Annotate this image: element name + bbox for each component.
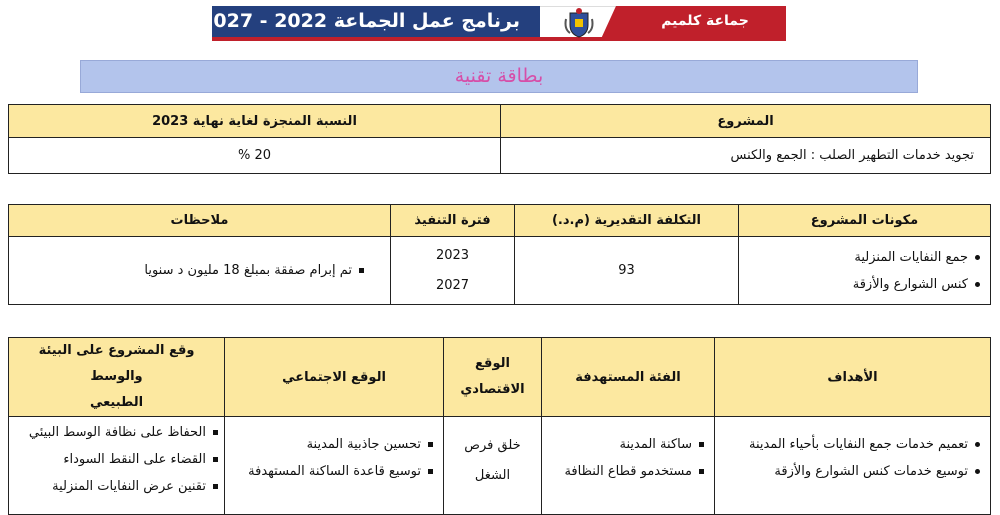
coat-of-arms-icon xyxy=(562,7,596,39)
project-name: تجويد خدمات التطهير الصلب : الجمع والكنس xyxy=(501,138,991,174)
cost-header: التكلفة التقديرية (م.د.) xyxy=(515,205,739,237)
progress-header: النسبة المنجزة لغاية نهاية 2023 xyxy=(9,105,501,138)
environment-cell xyxy=(9,417,225,515)
commune-name: جماعة كلميم xyxy=(661,13,749,29)
environment-header-line1: وقع المشروع على البيئة والوسط xyxy=(38,343,195,384)
social-header: الوقع الاجتماعي xyxy=(225,338,444,417)
impacts-table xyxy=(8,337,991,515)
list-item: تم إبرام صفقة بمبلغ 18 مليون د سنويا xyxy=(17,257,352,284)
target-cell xyxy=(542,417,715,515)
list-item: القضاء على النقط السوداء xyxy=(17,446,206,473)
project-table xyxy=(8,104,991,174)
notes-header: ملاحظات xyxy=(9,205,391,237)
cost-value: 93 xyxy=(515,237,739,305)
banner-title: برنامج عمل الجماعة 2022 - 2027 xyxy=(200,10,520,32)
social-cell xyxy=(225,417,444,515)
list-item: تعميم خدمات جمع النفايات بأحياء المدينة xyxy=(723,431,968,458)
list-item: مستخدمو قطاع النظافة xyxy=(550,458,692,485)
economic-header xyxy=(444,338,542,417)
list-item: جمع النفايات المنزلية xyxy=(747,244,968,271)
list-item: الحفاظ على نظافة الوسط البيئي xyxy=(17,419,206,446)
goals-cell xyxy=(715,417,991,515)
goals-header: الأهداف xyxy=(715,338,991,417)
economic-header-line1: الوقع xyxy=(475,356,510,371)
page-title: بطاقة تقنية xyxy=(80,60,918,93)
period-cell xyxy=(391,237,515,305)
components-cell xyxy=(739,237,991,305)
list-item: ساكنة المدينة xyxy=(550,431,692,458)
target-header: الفئة المستهدفة xyxy=(542,338,715,417)
list-item: كنس الشوارع والأزقة xyxy=(747,271,968,298)
list-item: تحسين جاذبية المدينة xyxy=(233,431,421,458)
project-header: المشروع xyxy=(501,105,991,138)
list-item: توسيع خدمات كنس الشوارع والأزقة xyxy=(723,458,968,485)
components-header: مكونات المشروع xyxy=(739,205,991,237)
list-item: تقنين عرض النفايات المنزلية xyxy=(17,473,206,500)
environment-header-line2: الطبيعي xyxy=(89,395,144,410)
economic-line2: الشغل xyxy=(474,468,511,483)
components-table xyxy=(8,204,991,305)
notes-cell xyxy=(9,237,391,305)
economic-line1: خلق فرص xyxy=(464,438,521,453)
economic-cell xyxy=(444,417,542,515)
list-item: توسيع قاعدة الساكنة المستهدفة xyxy=(233,458,421,485)
progress-value: 20 % xyxy=(9,138,501,174)
period-end: 2027 xyxy=(435,277,470,293)
economic-header-line2: الاقتصادي xyxy=(460,382,525,397)
period-header: فترة التنفيذ xyxy=(391,205,515,237)
environment-header xyxy=(9,338,225,417)
period-start: 2023 xyxy=(435,247,470,263)
